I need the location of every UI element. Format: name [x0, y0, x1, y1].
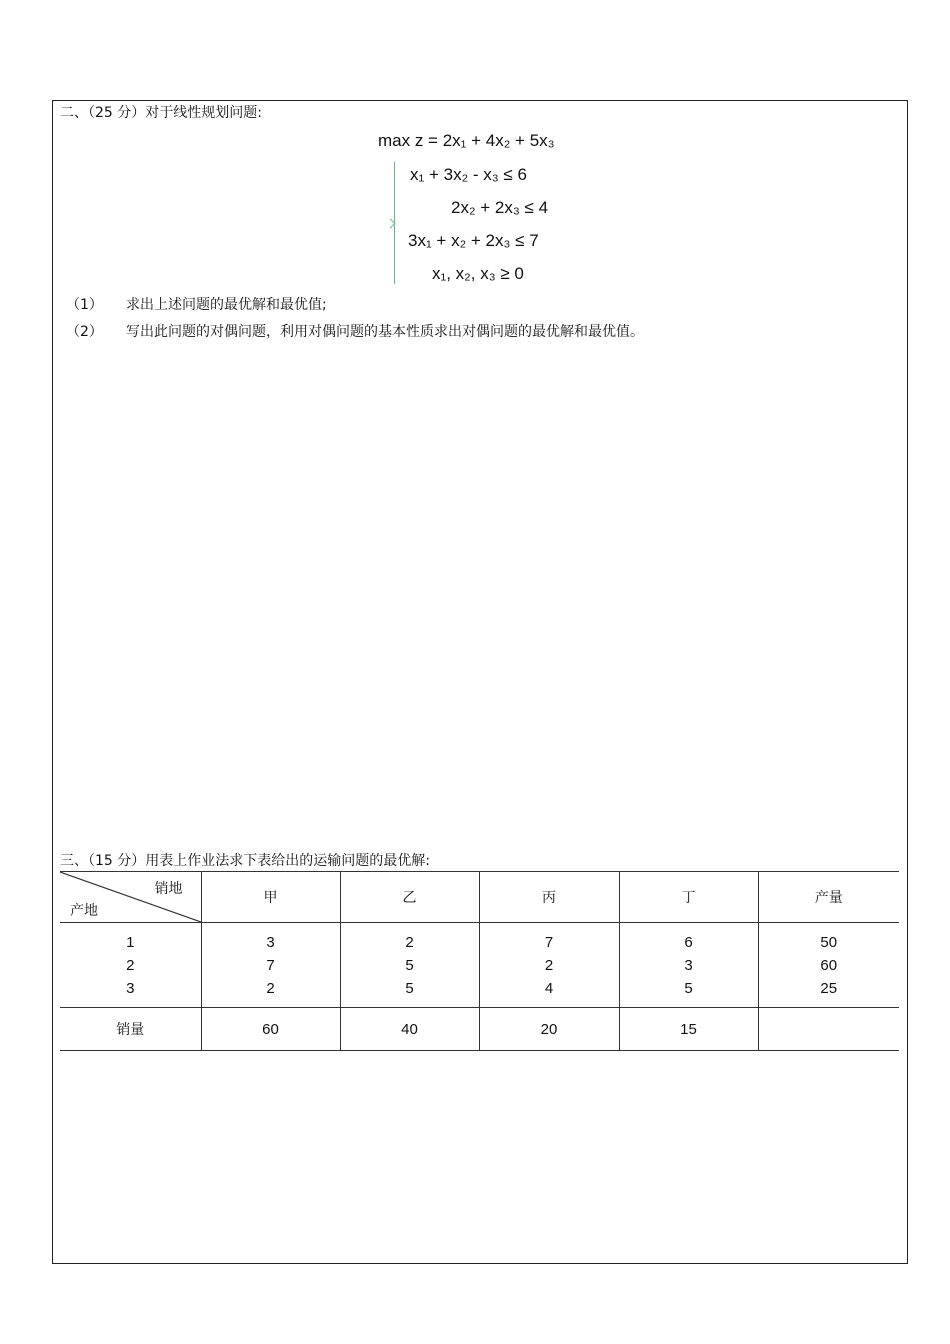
- constraint-brace: [394, 162, 405, 284]
- item-2-text: 写出此问题的对偶问题，利用对偶问题的基本性质求出对偶问题的最优解和最优值。: [126, 324, 644, 340]
- item-1-number: （1）: [66, 297, 103, 313]
- item-2-number: （2）: [66, 324, 103, 340]
- column-header: 丁: [619, 872, 758, 923]
- demand-row: [60, 1008, 899, 1051]
- demand-value: 60: [201, 1008, 340, 1051]
- cost-column: 6 3 5: [619, 923, 758, 1008]
- column-header: 甲: [201, 872, 340, 923]
- constraint-3: 3x₁ + x₂ + 2x₃ ≤ 7: [408, 231, 539, 250]
- demand-label: 销量: [60, 1008, 201, 1051]
- supply-column: 50 60 25: [758, 923, 899, 1008]
- demand-value: 15: [619, 1008, 758, 1051]
- cost-column: 3 7 2: [201, 923, 340, 1008]
- cost-rows: [60, 923, 899, 1008]
- corner-label-destination: 销地: [154, 881, 183, 897]
- constraint-2: 2x₂ + 2x₃ ≤ 4: [451, 198, 549, 217]
- corner-label-origin: 产地: [70, 903, 98, 919]
- cost-column: 7 2 4: [479, 923, 619, 1008]
- column-header: 产量: [758, 872, 899, 923]
- constraint-1: x₁ + 3x₂ - x₃ ≤ 6: [410, 165, 527, 184]
- origin-labels: 1 2 3: [60, 923, 201, 1008]
- demand-value: 20: [479, 1008, 619, 1051]
- constraint-nonneg: x₁, x₂, x₃ ≥ 0: [432, 264, 524, 283]
- question-3-heading: 三、（15 分）用表上作业法求下表给出的运输问题的最优解:: [60, 853, 430, 869]
- item-1-text: 求出上述问题的最优解和最优值;: [126, 297, 327, 313]
- question-2-heading: 二、（25 分）对于线性规划问题:: [60, 105, 262, 121]
- cost-column: 2 5 5: [340, 923, 479, 1008]
- objective-function: max z = 2x₁ + 4x₂ + 5x₃: [378, 131, 555, 150]
- column-header: 乙: [340, 872, 479, 923]
- demand-value: [758, 1008, 899, 1051]
- demand-value: 40: [340, 1008, 479, 1051]
- corner-cell: [60, 872, 201, 923]
- column-header: 丙: [479, 872, 619, 923]
- table-header-row: [60, 872, 899, 923]
- transport-table: [60, 871, 899, 1051]
